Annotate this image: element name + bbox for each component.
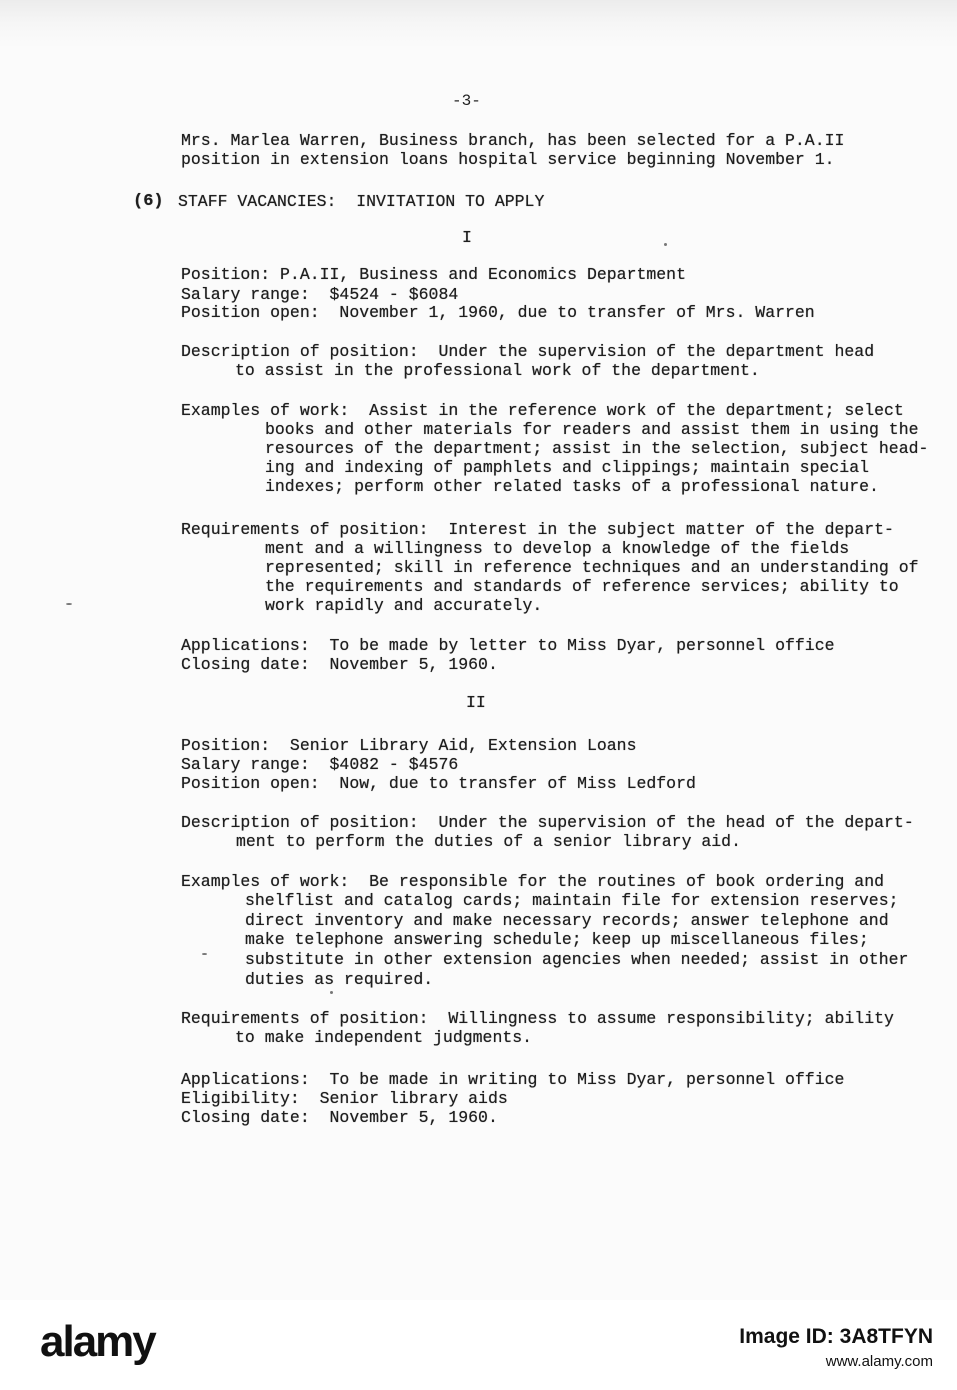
vacancy-1-requirements-line-2: ment and a willingness to develop a knowledge of the fields xyxy=(265,539,850,558)
vacancy-2-requirements-line-2: to make independent judgments. xyxy=(235,1028,533,1047)
image-id: Image ID: 3A8TFYN xyxy=(739,1325,933,1348)
vacancy-1-salary: Salary range: $4524 - $6084 xyxy=(181,285,459,304)
vacancy-2-examples-line-1: Examples of work: Be responsible for the routines of book ordering and xyxy=(181,872,885,891)
vacancy-2-open: Position open: Now, due to transfer of Miss Ledford xyxy=(181,774,696,793)
scan-noise-band xyxy=(0,0,957,48)
vacancy-1-open: Position open: November 1, 1960, due to transfer of Mrs. Warren xyxy=(181,303,815,322)
vacancy-1-examples-line-1: Examples of work: Assist in the reference work of the department; select xyxy=(181,401,904,420)
section-title: STAFF VACANCIES: INVITATION TO APPLY xyxy=(178,192,545,211)
watermark-url: www.alamy.com xyxy=(825,1353,933,1370)
vacancy-1-position: Position: P.A.II, Business and Economics Department xyxy=(181,265,686,284)
vacancy-2-salary: Salary range: $4082 - $4576 xyxy=(181,755,459,774)
vacancy-2-examples-line-2: shelflist and catalog cards; maintain file for extension reserves; xyxy=(245,891,899,910)
scan-speck xyxy=(202,953,207,955)
vacancy-2-description-line-2: ment to perform the duties of a senior library aid. xyxy=(236,832,741,851)
vacancy-2-examples-line-6: duties as required. xyxy=(245,970,434,989)
watermark-info xyxy=(739,1325,933,1370)
alamy-logo: alamy xyxy=(40,1317,155,1366)
vacancy-2-requirements-line-1: Requirements of position: Willingness to assume responsibility; ability xyxy=(181,1009,894,1028)
vacancy-2-examples-line-4: make telephone answering schedule; keep up miscellaneous files; xyxy=(245,930,869,949)
intro-line-1: Mrs. Marlea Warren, Business branch, has been selected for a P.A.II xyxy=(181,131,845,150)
vacancy-1-requirements-line-1: Requirements of position: Interest in the subject matter of the depart- xyxy=(181,520,894,539)
intro-line-2: position in extension loans hospital service beginning November 1. xyxy=(181,150,835,169)
vacancy-1-examples-line-2: books and other materials for readers and assist them in using the xyxy=(265,420,919,439)
vacancy-1-examples-line-3: resources of the department; assist in the selection, subject head- xyxy=(265,439,929,458)
vacancy-1-numeral: I xyxy=(462,228,472,247)
vacancy-1-applications: Applications: To be made by letter to Miss Dyar, personnel office xyxy=(181,636,835,655)
vacancy-2-examples-line-5: substitute in other extension agencies when needed; assist in other xyxy=(245,950,909,969)
vacancy-1-requirements-line-4: the requirements and standards of reference services; ability to xyxy=(265,577,899,596)
vacancy-2-numeral: II xyxy=(466,693,486,712)
scan-speck xyxy=(330,991,333,994)
page-number: -3- xyxy=(452,92,481,110)
vacancy-2-closing-date: Closing date: November 5, 1960. xyxy=(181,1108,498,1127)
vacancy-1-requirements-line-3: represented; skill in reference techniques and an understanding of xyxy=(265,558,919,577)
scan-speck xyxy=(664,243,667,246)
vacancy-2-description-line-1: Description of position: Under the supervision of the head of the depart- xyxy=(181,813,914,832)
section-number: (6) xyxy=(133,192,164,211)
vacancy-1-description-line-1: Description of position: Under the supervision of the department head xyxy=(181,342,875,361)
vacancy-1-examples-line-5: indexes; perform other related tasks of a professional nature. xyxy=(265,477,879,496)
vacancy-2-eligibility: Eligibility: Senior library aids xyxy=(181,1089,508,1108)
vacancy-2-examples-line-3: direct inventory and make necessary records; answer telephone and xyxy=(245,911,889,930)
vacancy-1-description-line-2: to assist in the professional work of the department. xyxy=(235,361,760,380)
vacancy-1-requirements-line-5: work rapidly and accurately. xyxy=(265,596,543,615)
vacancy-1-examples-line-4: ing and indexing of pamphlets and clippings; maintain special xyxy=(265,458,869,477)
vacancy-2-applications: Applications: To be made in writing to Miss Dyar, personnel office xyxy=(181,1070,845,1089)
vacancy-1-closing-date: Closing date: November 5, 1960. xyxy=(181,655,498,674)
scan-speck xyxy=(66,603,72,605)
vacancy-2-position: Position: Senior Library Aid, Extension Loans xyxy=(181,736,637,755)
